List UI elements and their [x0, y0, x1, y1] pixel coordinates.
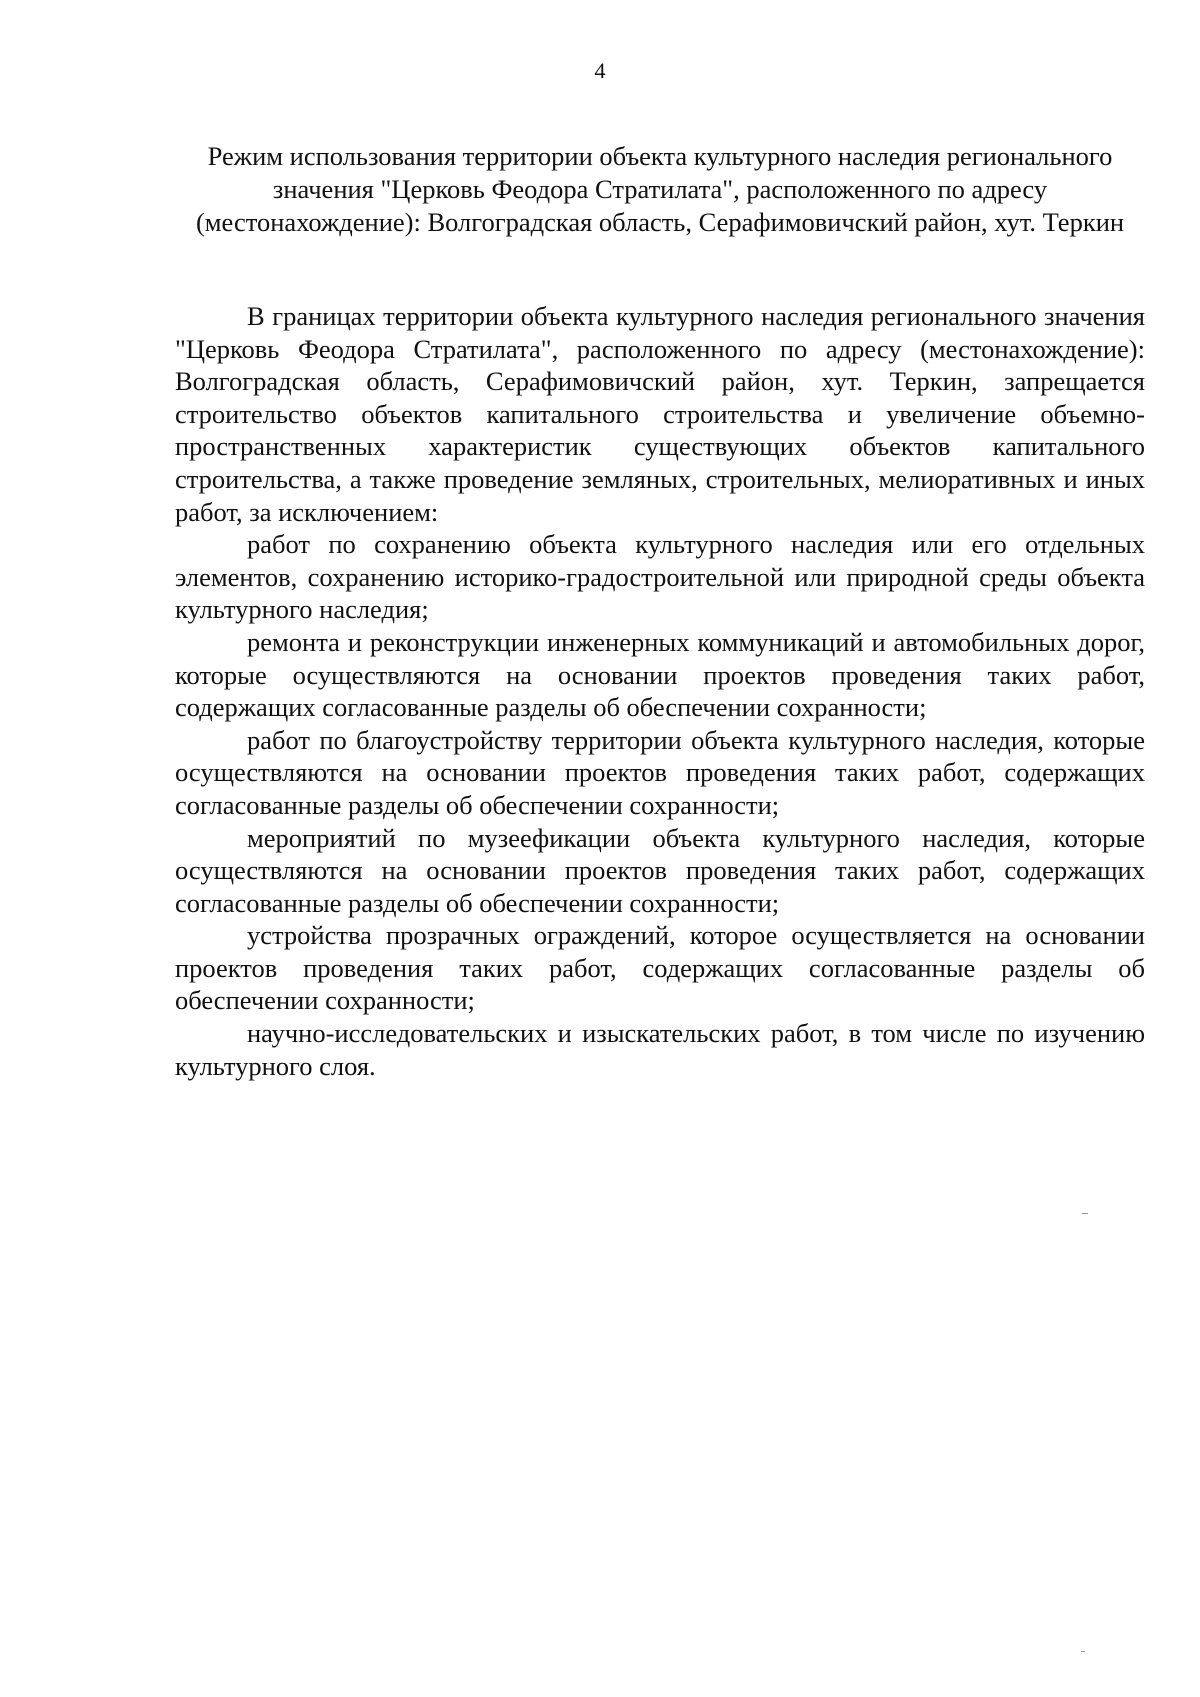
document-title: Режим использования территории объекта культурного наследия регионального значения "Церковь Феодора Стратилата", расположенного по адресу (местонахождение): Волгоградская область, Серафимовичский район, хут. Теркин: [195, 141, 1125, 237]
body-paragraph-exception-research: научно-исследовательских и изыскательских работ, в том числе по изучению культурного слоя.: [175, 1018, 1145, 1081]
scan-speck: [1081, 1651, 1085, 1652]
page-number: 4: [594, 58, 606, 83]
body-paragraph-exception-museumification: мероприятий по музеефикации объекта культурного наследия, которые осуществляются на основании проектов проведения таких работ, содержащих согласованные разделы об обеспечении сохранности;: [175, 822, 1145, 918]
body-paragraph-intro: В границах территории объекта культурного наследия регионального значения "Церковь Феодора Стратилата", расположенного по адресу (местонахождение): Волгоградская область, Серафимовичский район, хут. Теркин, запрещается строительство объектов капитального строительства и увеличение объемно-пространственных характеристик существующих объектов капитального строительства, а также проведение земляных, строительных, мелиоративных и иных работ, за исключением:: [175, 301, 1145, 527]
body-paragraph-exception-preservation: работ по сохранению объекта культурного наследия или его отдельных элементов, сохранению историко-градостроительной или природной среды объекта культурного наследия;: [175, 529, 1145, 625]
scan-speck: [1082, 1213, 1088, 1214]
body-paragraph-exception-landscaping: работ по благоустройству территории объекта культурного наследия, которые осуществляются на основании проектов проведения таких работ, содержащих согласованные разделы об обеспечении сохранности;: [175, 724, 1145, 820]
body-paragraph-exception-fences: устройства прозрачных ограждений, которое осуществляется на основании проектов проведения таких работ, содержащих согласованные разделы об обеспечении сохранности;: [175, 920, 1145, 1016]
document-body: [175, 300, 1145, 1082]
body-paragraph-exception-repair: ремонта и реконструкции инженерных коммуникаций и автомобильных дорог, которые осуществляются на основании проектов проведения таких работ, содержащих согласованные разделы об обеспечении сохранности;: [175, 626, 1145, 723]
